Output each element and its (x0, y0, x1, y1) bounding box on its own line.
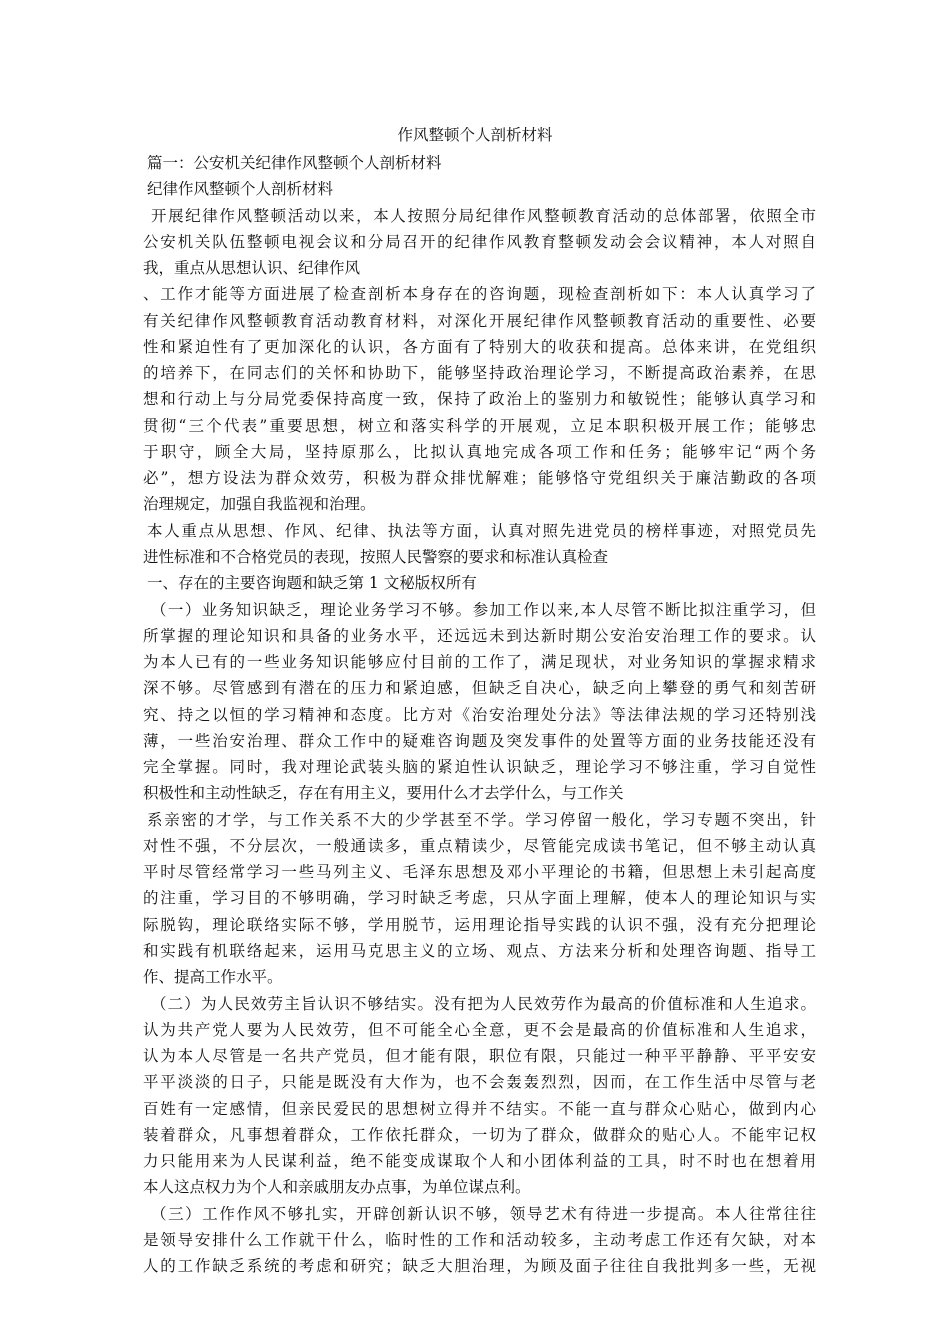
text-line: 纪律作风整顿个人剖析材料 (147, 180, 334, 199)
text-line: 篇一：公安机关纪律作风整顿个人剖析材料 (147, 154, 442, 172)
text-line: 本人这点权力为个人和亲戚朋友办点事，为单位谋点利。 (143, 1178, 531, 1197)
text-line: 系亲密的才学，与工作关系不大的少学甚至不学。学习停留一般化，学习专题不突出，针 (147, 810, 816, 829)
text-line: 的培养下，在同志们的关怀和协助下，能够坚持政治理论学习，不断提高政治素养，在思 (143, 364, 816, 383)
text-line: 所掌握的理论知识和具备的业务水平，还远远未到达新时期公安治安治理工作的要求。认 (143, 626, 816, 645)
text-line: 一、存在的主要咨询题和缺乏第 1 文秘版权所有 (147, 574, 477, 593)
text-line: 百姓有一定感情，但亲民爱民的思想树立得并不结实。不能一直与群众心贴心，做到内心 (143, 1099, 816, 1118)
text-line: 有关纪律作风整顿教育活动教育材料，对深化开展纪律作风整顿教育活动的重要性、必要 (143, 311, 816, 330)
text-line: 于职守，顾全大局，坚持原那么，比拟认真地完成各项工作和任务；能够牢记“两个务 (143, 442, 816, 461)
text-line: 完全掌握。同时，我对理论武装头脑的紧迫性认识缺乏，理论学习不够注重，学习自觉性 (143, 758, 816, 777)
text-line: 为本人已有的一些业务知识能够应付目前的工作了，满足现状，对业务知识的掌握求精求 (143, 653, 816, 672)
text-line: 想和行动上与分局党委保持高度一致，保持了政治上的鉴别力和敏锐性；能够认真学习和 (143, 390, 816, 409)
document-body (143, 150, 816, 1279)
text-line: 进性标准和不合格党员的表现，按照人民警察的要求和标准认真检查 (143, 547, 609, 566)
text-line: （一）业务知识缺乏，理论业务学习不够。参加工作以来,本人尽管不断比拟注重学习，但 (151, 600, 816, 619)
text-line: 对性不强，不分层次，一般通读多，重点精读少，尽管能完成读书笔记，但不够主动认真 (143, 836, 816, 855)
text-line: 开展纪律作风整顿活动以来，本人按照分局纪律作风整顿教育活动的总体部署，依照全市 (151, 206, 816, 225)
text-line: 性和紧迫性有了更加深化的认识，各方面有了特别大的收获和提高。总体来讲，在党组织 (143, 337, 816, 356)
text-line: 和实践有机联络起来，运用马克思主义的立场、观点、方法来分析和处理咨询题、指导工 (143, 941, 816, 960)
text-line: 认为共产党人要为人民效劳，但不可能全心全意，更不会是最高的价值标准和人生追求， (143, 1020, 816, 1039)
document-title: 作风整顿个人剖析材料 (397, 126, 553, 144)
text-line: 际脱钩，理论联络实际不够，学用脱节，运用理论指导实践的认识不强，没有充分把理论 (143, 915, 816, 934)
text-line: 平平淡淡的日子，只能是既没有大作为，也不会轰轰烈烈，因而，在工作生活中尽管与老 (143, 1073, 816, 1092)
text-line: 治理规定，加强自我监视和治理。 (143, 495, 376, 514)
text-line: 平时尽管经常学习一些马列主义、毛泽东思想及邓小平理论的书籍，但思想上未引起高度 (143, 863, 816, 882)
text-line: 本人重点从思想、作风、纪律、执法等方面，认真对照先进党员的榜样事迹，对照党员先 (147, 521, 816, 540)
text-line: （二）为人民效劳主旨认识不够结实。没有把为人民效劳作为最高的价值标准和人生追求。 (151, 994, 816, 1013)
text-line: 必”，想方设法为群众效劳，积极为群众排忧解难；能够恪守党组织关于廉洁勤政的各项 (143, 469, 816, 488)
text-line: 力只能用来为人民谋利益，绝不能变成谋取个人和小团体利益的工具，时不时也在想着用 (143, 1152, 816, 1171)
text-line: 、工作才能等方面进展了检查剖析本身存在的咨询题，现检查剖析如下：本人认真学习了 (143, 285, 816, 304)
text-line: 认为本人尽管是一名共产党员，但才能有限，职位有限，只能过一种平平静静、平平安安 (143, 1047, 816, 1066)
text-line: 积极性和主动性缺乏，存在有用主义，要用什么才去学什么，与工作关 (143, 784, 624, 803)
text-line: 作、提高工作水平。 (143, 968, 283, 987)
text-line: 究、持之以恒的学习精神和态度。比方对《治安治理处分法》等法律法规的学习还特别浅 (143, 705, 816, 724)
text-line: 薄，一些治安治理、群众工作中的疑难咨询题及突发事件的处置等方面的业务技能还没有 (143, 731, 816, 750)
text-line: 贯彻“三个代表”重要思想，树立和落实科学的开展观，立足本职积极开展工作；能够忠 (143, 416, 816, 435)
text-line: 装着群众，凡事想着群众，工作依托群众，一切为了群众，做群众的贴心人。不能牢记权 (143, 1125, 816, 1144)
text-line: 是领导安排什么工作就干什么，临时性的工作和活动较多，主动考虑工作还有欠缺，对本 (143, 1230, 816, 1249)
text-line: 人的工作缺乏系统的考虑和研究；缺乏大胆治理，为顾及面子往往自我批判多一些，无视 (143, 1257, 816, 1276)
text-line: （三）工作作风不够扎实，开辟创新认识不够，领导艺术有待进一步提高。本人往常往往 (151, 1204, 816, 1223)
text-line: 深不够。尽管感到有潜在的压力和紧迫感，但缺乏自决心，缺乏向上攀登的勇气和刻苦研 (143, 679, 816, 698)
text-line: 我，重点从思想认识、纪律作风 (143, 259, 361, 278)
text-line: 的注重，学习目的不够明确，学习时缺乏考虑，只从字面上理解，使本人的理论知识与实 (143, 889, 816, 908)
text-line: 公安机关队伍整顿电视会议和分局召开的纪律作风教育整顿发动会会议精神，本人对照自 (143, 232, 816, 251)
